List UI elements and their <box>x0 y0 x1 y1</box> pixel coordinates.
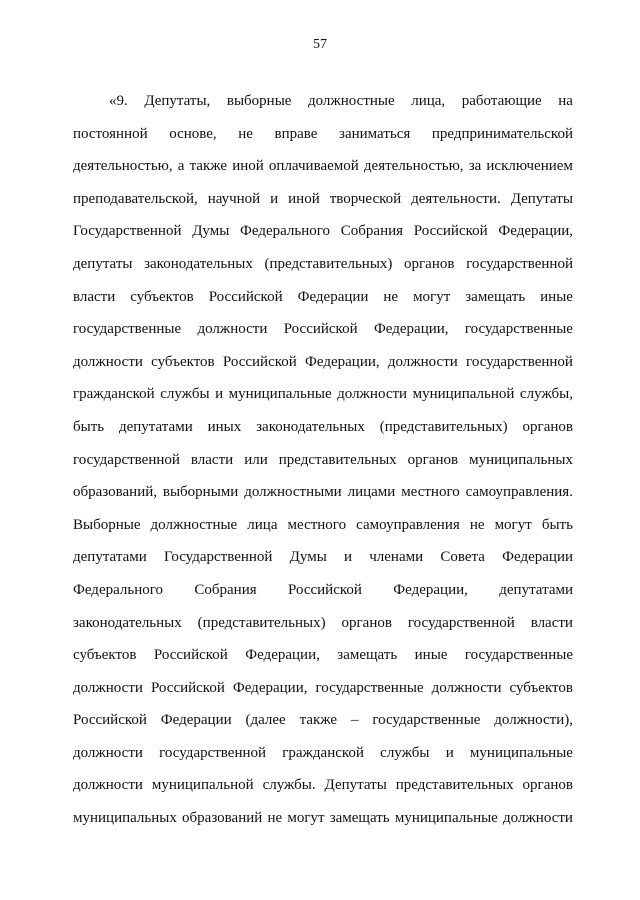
text-line <box>73 447 573 480</box>
text-word: муниципальных <box>469 451 573 468</box>
text-word: службы <box>380 744 430 761</box>
text-word: и <box>270 190 279 207</box>
text-line <box>73 707 573 740</box>
text-word: государственной <box>159 744 267 761</box>
text-line <box>73 610 573 643</box>
text-word: иные <box>414 647 448 664</box>
text-word: не <box>238 125 253 142</box>
text-word: представительных <box>395 777 514 794</box>
text-word: деятельностью, <box>73 158 173 175</box>
text-word: иные <box>540 288 573 305</box>
text-word: органов <box>407 451 459 468</box>
text-word: государственной <box>407 614 515 631</box>
text-word: могут <box>494 516 532 533</box>
text-word: службы. <box>262 777 316 794</box>
text-word: муниципальные <box>394 810 498 827</box>
text-word: а <box>177 158 185 175</box>
text-word: преподавательской, <box>73 190 198 207</box>
text-word: или <box>244 451 268 468</box>
text-word: Российской <box>153 647 228 664</box>
document-body <box>73 88 573 838</box>
text-word: должности), <box>494 712 573 729</box>
text-word: Российской <box>222 353 297 370</box>
text-word: работающие <box>461 93 542 109</box>
text-word: лицами <box>347 484 396 501</box>
text-word: Российской <box>73 712 147 729</box>
text-word: замещать <box>337 647 398 664</box>
text-line <box>73 805 573 838</box>
text-word: и <box>215 386 224 403</box>
text-word: научной <box>207 190 261 207</box>
text-word: Федерального <box>73 581 164 598</box>
text-word: деятельностью, <box>363 158 464 175</box>
text-word: муниципальные <box>469 744 573 761</box>
text-word: законодательных <box>73 614 182 631</box>
text-word: Государственной <box>163 549 273 566</box>
text-word: органов <box>341 614 392 631</box>
text-word: власти <box>190 451 234 468</box>
text-word: гражданской <box>282 744 364 761</box>
text-word: должности <box>197 321 268 338</box>
text-word: самоуправления. <box>465 484 573 501</box>
page-number: 57 <box>313 37 327 52</box>
text-line <box>73 121 573 154</box>
text-line <box>73 740 573 773</box>
text-word: и <box>445 744 454 761</box>
text-line <box>73 284 573 317</box>
text-word: Российской <box>288 581 362 598</box>
text-word: деятельности. <box>411 190 501 207</box>
text-word: законодательных <box>144 255 253 272</box>
text-word: Федерального <box>240 223 331 240</box>
text-line <box>73 414 573 447</box>
text-line <box>73 186 573 219</box>
text-word: иных <box>207 418 242 435</box>
text-word: Депутаты <box>324 777 387 794</box>
text-word: законодательных <box>256 418 365 435</box>
text-word: должности <box>387 353 458 370</box>
text-word: должностными <box>244 484 342 501</box>
text-word: Депутаты, <box>144 93 211 109</box>
text-word: государственные <box>464 647 573 664</box>
text-word: не <box>469 516 485 533</box>
text-word: исключением <box>486 158 573 175</box>
text-word: Федерации, <box>245 647 320 664</box>
text-word: предпринимательской <box>431 125 573 142</box>
text-word: Федерации, <box>393 581 468 598</box>
text-word: выборные <box>226 93 292 109</box>
text-word: Федерации <box>160 712 232 729</box>
text-word: также <box>189 158 228 175</box>
text-line <box>73 218 573 251</box>
text-word: гражданской <box>73 386 155 403</box>
text-word: членами <box>369 549 424 566</box>
text-line <box>73 88 573 121</box>
text-word: (представительных) <box>379 418 508 435</box>
text-word: на <box>558 93 573 109</box>
text-word: заниматься <box>339 125 411 142</box>
text-word: (далее <box>245 712 286 729</box>
text-word: государственной <box>466 353 573 370</box>
text-word: вправе <box>274 125 318 142</box>
text-word: власти <box>530 614 573 631</box>
text-word: службы, <box>519 386 573 403</box>
text-word: оплачиваемой <box>268 158 359 175</box>
text-word: должности <box>337 386 408 403</box>
text-word: муниципальные <box>228 386 332 403</box>
text-word: государственные <box>372 712 481 729</box>
text-word: депутатами <box>499 581 573 598</box>
text-word: самоуправления <box>356 516 460 533</box>
text-word: выборными <box>162 484 239 501</box>
text-word: субъектов <box>509 679 573 696</box>
text-word: должностные <box>308 93 395 109</box>
text-word: «9. <box>109 93 128 109</box>
text-word: Депутаты <box>510 190 573 207</box>
text-word: Российской <box>413 223 488 240</box>
text-word: должности <box>73 353 143 370</box>
text-word: службы <box>160 386 210 403</box>
text-word: замещать <box>329 810 390 827</box>
text-word: Государственной <box>73 223 182 240</box>
text-word: быть <box>541 516 573 533</box>
text-word: Федерации, <box>232 679 308 696</box>
text-line <box>73 544 573 577</box>
text-line <box>73 772 573 805</box>
text-word: Федерации, <box>305 353 380 370</box>
text-word: местного <box>401 484 460 501</box>
text-word: депутатами <box>73 549 147 566</box>
text-word: не <box>383 288 399 305</box>
text-word: должности <box>503 810 573 827</box>
text-word: могут <box>413 288 451 305</box>
text-word: субъектов <box>151 353 215 370</box>
text-word: за <box>468 158 482 175</box>
text-word: государственные <box>73 321 182 338</box>
text-word: должности <box>431 679 502 696</box>
text-word: органов <box>522 777 573 794</box>
text-line <box>73 512 573 545</box>
text-word: органов <box>404 255 455 272</box>
text-word: Российской <box>283 321 358 338</box>
text-word: депутатами <box>118 418 193 435</box>
text-word: быть <box>73 418 105 435</box>
text-line <box>73 675 573 708</box>
text-word: иной <box>232 158 264 175</box>
text-word: (представительных) <box>264 255 393 272</box>
text-word: постоянной <box>73 125 148 142</box>
text-word: Совета <box>440 549 485 566</box>
text-word: муниципальных <box>73 810 177 827</box>
text-word: Федерации <box>297 288 369 305</box>
text-line <box>73 642 573 675</box>
text-word: основе, <box>169 125 217 142</box>
text-line <box>73 153 573 186</box>
text-word: образований <box>182 810 263 827</box>
text-word: Собрания <box>194 581 257 598</box>
text-word: могут <box>287 810 325 827</box>
text-word: должности <box>73 679 143 696</box>
text-word: власти <box>73 288 116 305</box>
text-line <box>73 251 573 284</box>
text-word: должности <box>73 744 143 761</box>
text-word: Думы <box>192 223 230 240</box>
text-word: субъектов <box>130 288 194 305</box>
text-word: не <box>267 810 283 827</box>
text-word: Федерации, <box>498 223 573 240</box>
text-word: органов <box>522 418 573 435</box>
text-word: также <box>299 712 338 729</box>
text-word: должностные <box>150 516 238 533</box>
text-word: образований, <box>73 484 158 501</box>
text-line <box>73 479 573 512</box>
text-line <box>73 381 573 414</box>
text-word: – <box>350 712 359 729</box>
text-line <box>73 577 573 610</box>
text-word: субъектов <box>73 647 137 664</box>
text-line <box>73 316 573 349</box>
text-word: Собрания <box>340 223 404 240</box>
text-word: творческой <box>329 190 402 207</box>
text-word: должности <box>73 777 143 794</box>
text-word: замещать <box>465 288 526 305</box>
text-word: Думы <box>289 549 327 566</box>
text-word: государственные <box>464 321 573 338</box>
text-word: Выборные <box>73 516 141 533</box>
text-word: лица, <box>411 93 446 109</box>
text-word: иной <box>288 190 320 207</box>
text-word: Федерации, <box>373 321 449 338</box>
text-word: (представительных) <box>197 614 326 631</box>
text-word: местного <box>287 516 347 533</box>
text-word: муниципальной <box>151 777 254 794</box>
text-word: Федерации <box>502 549 573 566</box>
text-word: Российской <box>208 288 283 305</box>
text-word: и <box>344 549 353 566</box>
text-word: депутаты <box>73 255 133 272</box>
text-word: государственные <box>315 679 424 696</box>
text-word: представительных <box>278 451 397 468</box>
text-line <box>73 349 573 382</box>
text-word: государственной <box>466 255 573 272</box>
text-word: муниципальной <box>412 386 515 403</box>
text-word: лица <box>247 516 278 533</box>
text-word: государственной <box>73 451 180 468</box>
text-word: Российской <box>150 679 225 696</box>
